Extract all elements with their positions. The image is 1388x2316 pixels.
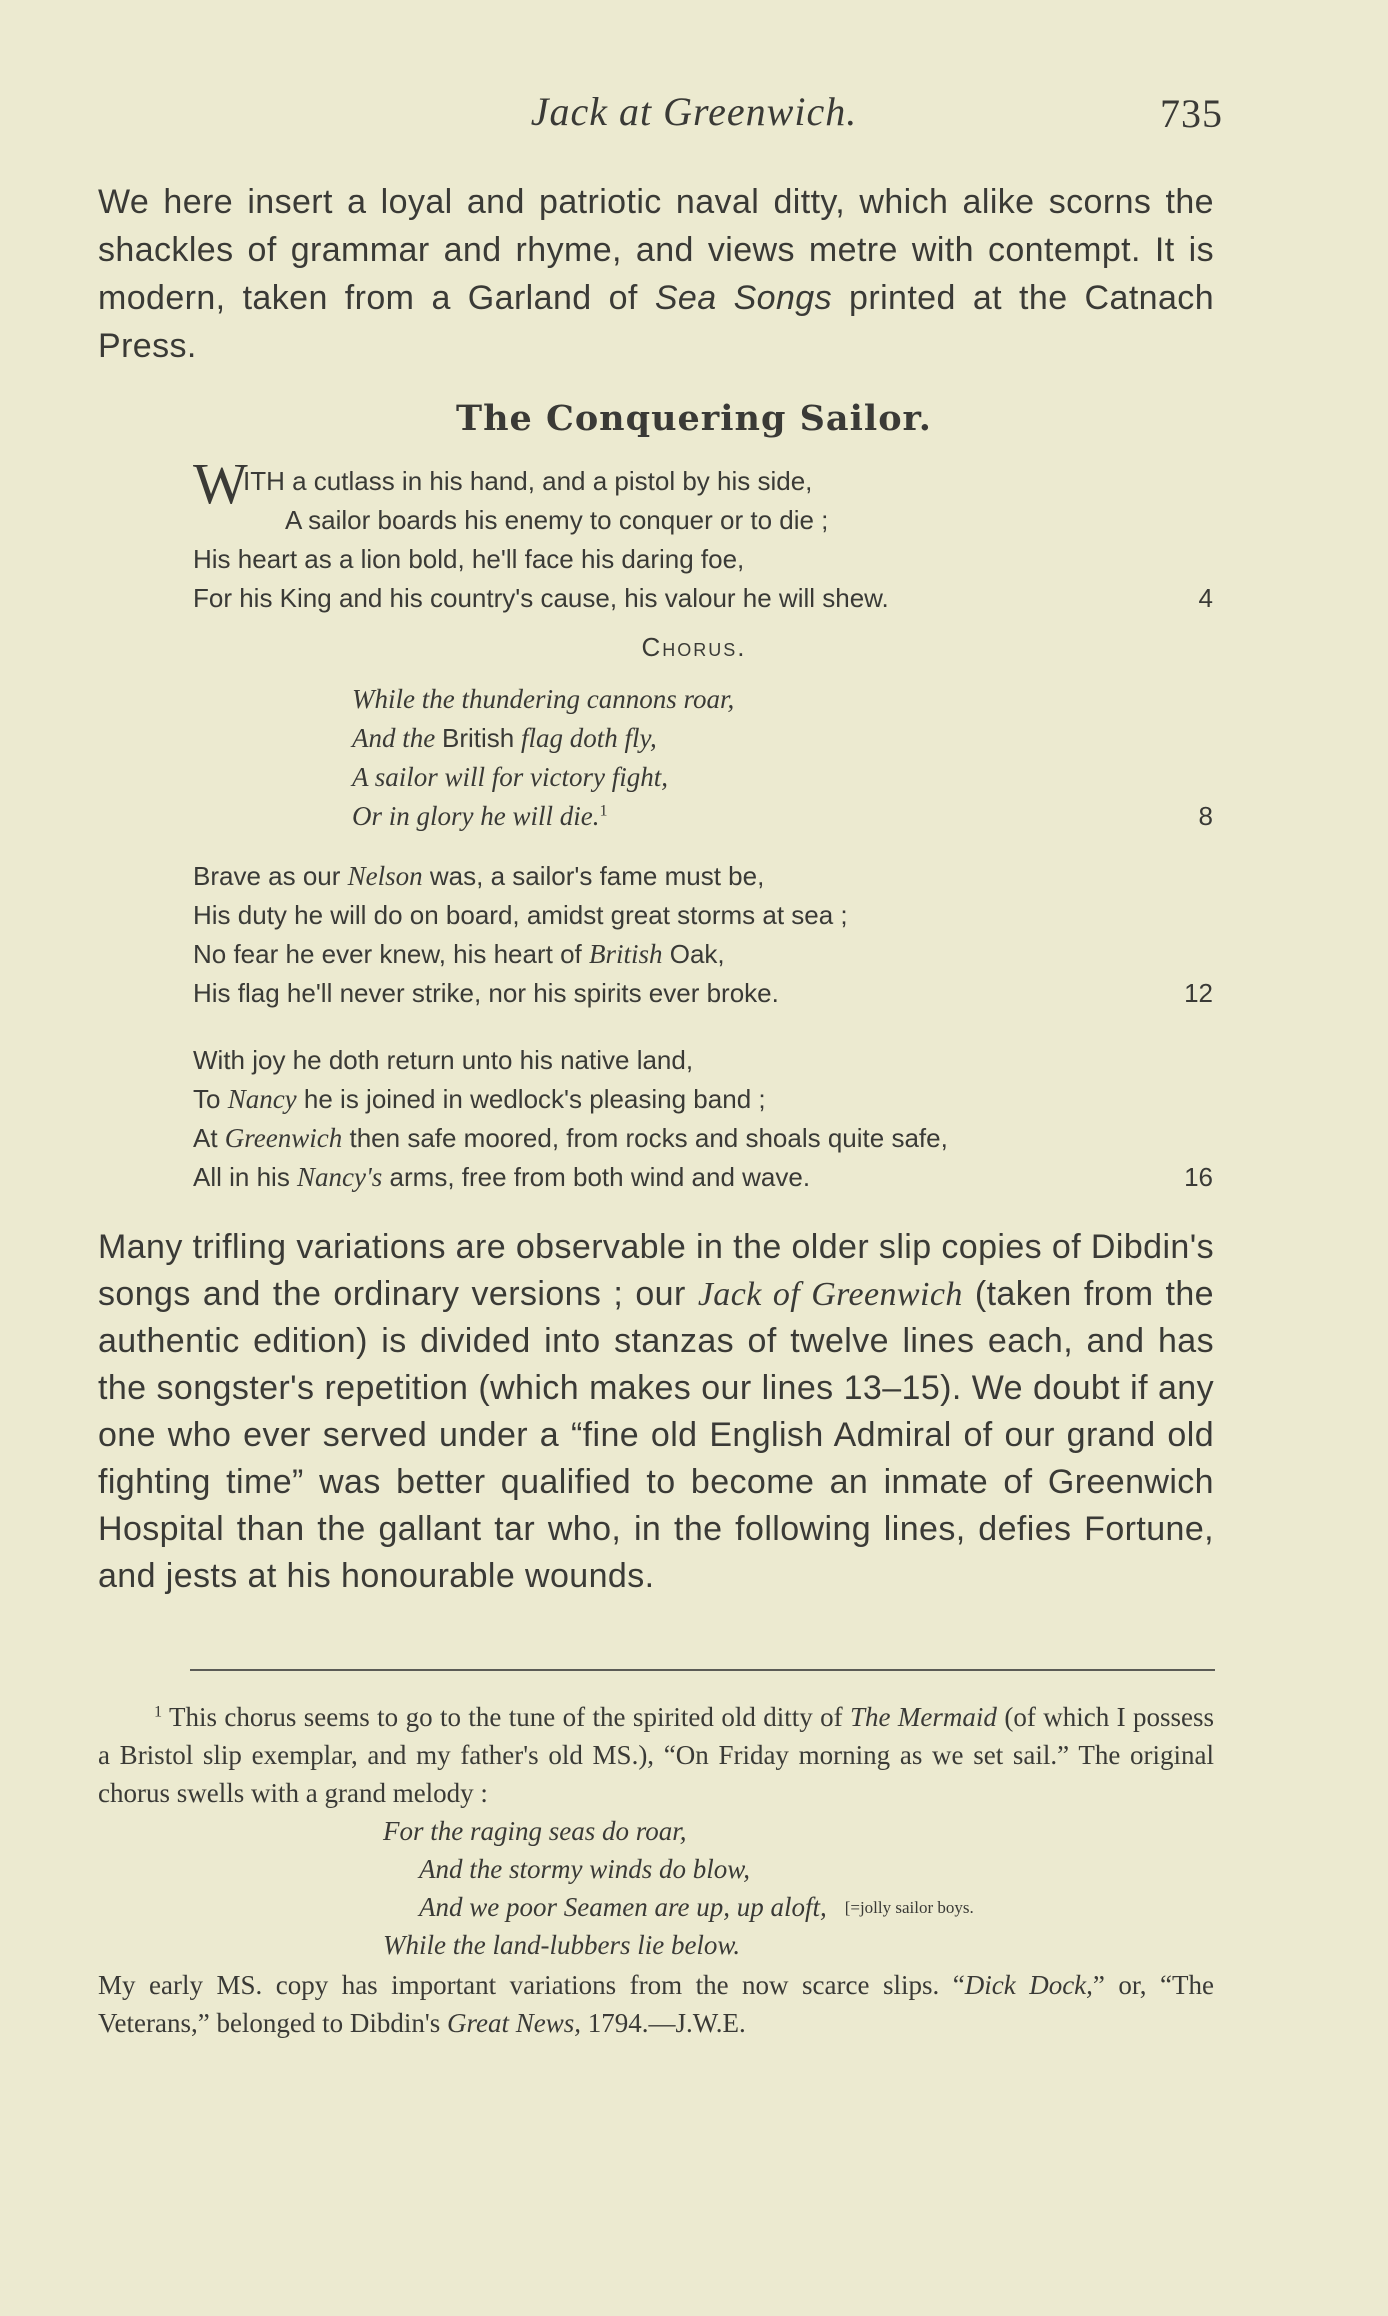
- verse-line: For his King and his country's cause, his valour he will shew. 4: [193, 579, 1213, 618]
- line-number: 8: [1198, 801, 1213, 831]
- verse-line: A sailor boards his enemy to conquer or to die ;: [285, 505, 829, 535]
- margin-note: [=jolly sailor boys.: [844, 1898, 974, 1917]
- verse-line: At Greenwich then safe moored, from rocks and shoals quite safe,: [193, 1123, 948, 1153]
- verse-line: And the British flag doth fly,: [352, 723, 657, 753]
- intro-text: We here insert a loyal and patriotic naval ditty, which alike scorns the shackles of grammar and rhyme, and views metre with contempt. It is modern, taken from a Garland of: [98, 183, 1214, 317]
- footnote-continued: My early MS. copy has important variations from the now scarce slips. “Dick Dock,” or, “The Veterans,” belonged to Dibdin's Great News, 1794.—J.W.E.: [98, 1970, 1215, 2038]
- chorus-heading: Chorus.: [641, 632, 747, 662]
- stanza-3: [193, 1041, 1213, 1197]
- intro-italic: Sea Songs: [654, 279, 832, 317]
- verse-line: A sailor will for victory fight,: [352, 762, 669, 792]
- footnote-ref: 1: [599, 801, 608, 820]
- intro-text-end: printed at the Catnach Press.: [98, 279, 1214, 365]
- footnote-divider: [190, 1669, 1215, 1671]
- stanza-1: [193, 462, 1213, 618]
- verse-line: And the stormy winds do blow,: [419, 1854, 751, 1884]
- footnote-mark: 1: [154, 1702, 163, 1721]
- chorus: [352, 680, 1213, 836]
- running-title: Jack at Greenwich.: [530, 89, 858, 134]
- line-number: 12: [1184, 978, 1213, 1008]
- verse-line: All in his Nancy's arms, free from both wind and wave. 16: [193, 1158, 1213, 1197]
- line-number: 4: [1198, 583, 1213, 613]
- verse-line: And we poor Seamen are up, up aloft, [=jolly sailor boys.: [419, 1892, 974, 1922]
- verse-line: His duty he will do on board, amidst great storms at sea ;: [193, 900, 848, 930]
- verse-line: To Nancy he is joined in wedlock's pleasing band ;: [193, 1084, 766, 1114]
- verse-line: While the thundering cannons roar,: [352, 684, 735, 714]
- footnote-verse: [383, 1812, 1213, 1964]
- song-title: The Conquering Sailor.: [456, 398, 932, 439]
- verse-line: For the raging seas do roar,: [383, 1816, 687, 1846]
- verse-line: Or in glory he will die.$^1$ 8: [352, 797, 1213, 836]
- verse-line: While the land-lubbers lie below.: [383, 1930, 741, 1960]
- verse-line: No fear he ever knew, his heart of British Oak,: [193, 939, 725, 969]
- verse-line: Brave as our Nelson was, a sailor's fame must be,: [193, 861, 765, 891]
- verse-line: With joy he doth return unto his native land,: [193, 1045, 694, 1075]
- line-number: 16: [1184, 1162, 1213, 1192]
- drop-cap: W: [193, 451, 248, 516]
- footnote: $^1$ This chorus seems to go to the tune of the spirited old ditty of The Mermaid (of which I possess a Bristol slip exemplar, and my father's old MS.), “On Friday morning as we set sail.” The original chorus swells with a grand melody :: [98, 1702, 1214, 1808]
- intro-paragraph: [98, 178, 1214, 370]
- verse-line: His flag he'll never strike, nor his spirits ever broke. 12: [193, 974, 1213, 1013]
- page-number: 735: [1160, 91, 1223, 136]
- verse-line: His heart as a lion bold, he'll face his daring foe,: [193, 544, 745, 574]
- commentary-paragraph: Many trifling variations are observable in the older slip copies of Dibdin's songs and the ordinary versions ; our Jack of Greenwich (taken from the authentic edition) is divided into stanzas of twelve lines each, and has the songster's repetition (which makes our lines 13–15). We doubt if any one who ever served under a “fine old English Admiral of our grand old fighting time” was better qualified to become an inmate of Greenwich Hospital than the gallant tar who, in the following lines, defies Fortune, and jests at his honourable wounds.: [98, 1228, 1214, 1595]
- stanza-2: [193, 857, 1213, 1013]
- verse-line: ITH a cutlass in his hand, and a pistol by his side,: [243, 466, 813, 496]
